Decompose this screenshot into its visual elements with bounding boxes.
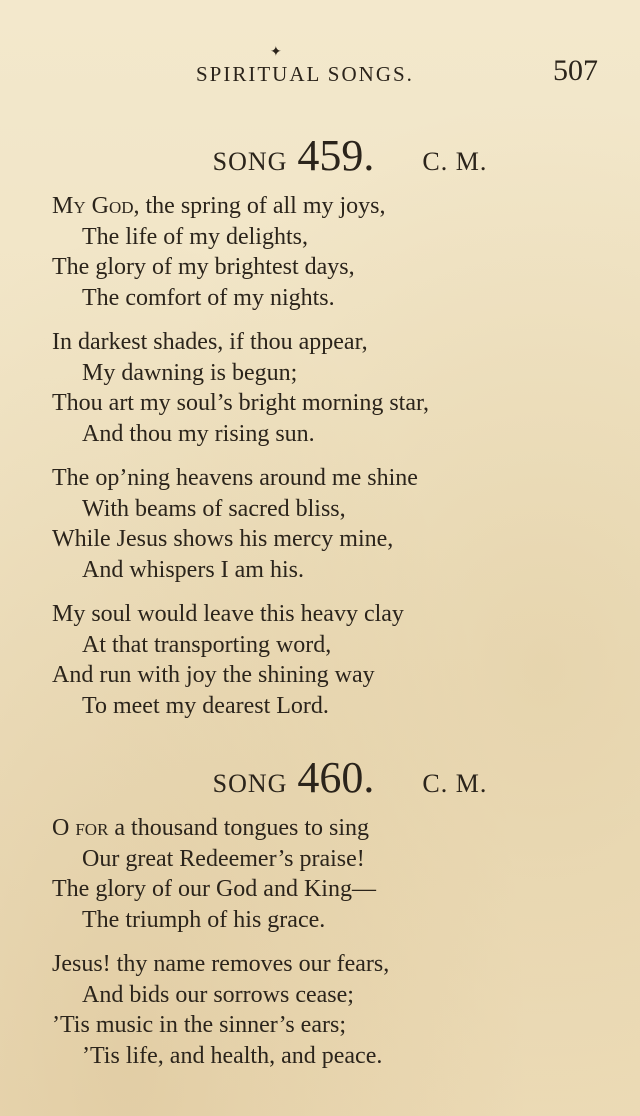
verse-text: the spring of all my joys, (139, 193, 386, 219)
verse-line: The op’ning heavens around me shine (52, 465, 418, 491)
stanza (52, 191, 612, 313)
page-number: 507 (553, 54, 598, 87)
verse-line: Thou art my soul’s bright morning star, (52, 390, 430, 416)
verse-line: My dawning is begun; (82, 359, 298, 386)
song-459 (52, 130, 612, 735)
first-words: O for (52, 815, 109, 841)
first-words: My God, (52, 193, 140, 219)
song-number: 459. (297, 131, 375, 180)
verse-line: And run with joy the shining way (52, 662, 375, 688)
stanza (52, 813, 612, 935)
song-meter: C. M. (422, 769, 488, 798)
verse-line: And thou my rising sun. (82, 420, 315, 447)
verse-line: While Jesus shows his mercy mine, (52, 526, 394, 552)
verse-line: The triumph of his grace. (82, 906, 326, 933)
song-460 (52, 752, 612, 1085)
song-number: 460. (297, 753, 375, 802)
song-title (88, 130, 612, 181)
stanza (52, 327, 612, 449)
running-head: SPIRITUAL SONGS. (196, 62, 414, 86)
verse-line (52, 813, 612, 844)
stanza (52, 463, 612, 585)
verse-line: ’Tis life, and health, and peace. (82, 1042, 383, 1069)
verse-line: In darkest shades, if thou appear, (52, 329, 368, 355)
verse-line: To meet my dearest Lord. (82, 692, 329, 719)
verse-line: Jesus! thy name removes our fears, (52, 951, 390, 977)
verse-line: The glory of our God and King— (52, 876, 376, 902)
stanza (52, 599, 612, 721)
song-meter: C. M. (422, 147, 488, 176)
song-word: SONG (212, 147, 288, 176)
verse-line: ’Tis music in the sinner’s ears; (52, 1012, 346, 1038)
stanza (52, 949, 612, 1071)
verse-line: The life of my delights, (82, 223, 308, 250)
song-title (88, 752, 612, 803)
verse-line: My soul would leave this heavy clay (52, 601, 404, 627)
verse-line (52, 191, 612, 222)
verse-line: The glory of my brightest days, (52, 254, 355, 280)
verse-line: The comfort of my nights. (82, 284, 335, 311)
verse-line: And whispers I am his. (82, 556, 304, 583)
verse-line: And bids our sorrows cease; (82, 981, 354, 1008)
verse-line: At that transporting word, (82, 631, 332, 658)
ornament-mark: ✦ (270, 44, 282, 60)
verse-line: Our great Redeemer’s praise! (82, 845, 365, 872)
verse-line: With beams of sacred bliss, (82, 495, 346, 522)
song-word: SONG (212, 769, 288, 798)
verse-text: a thousand tongues to sing (108, 815, 370, 841)
